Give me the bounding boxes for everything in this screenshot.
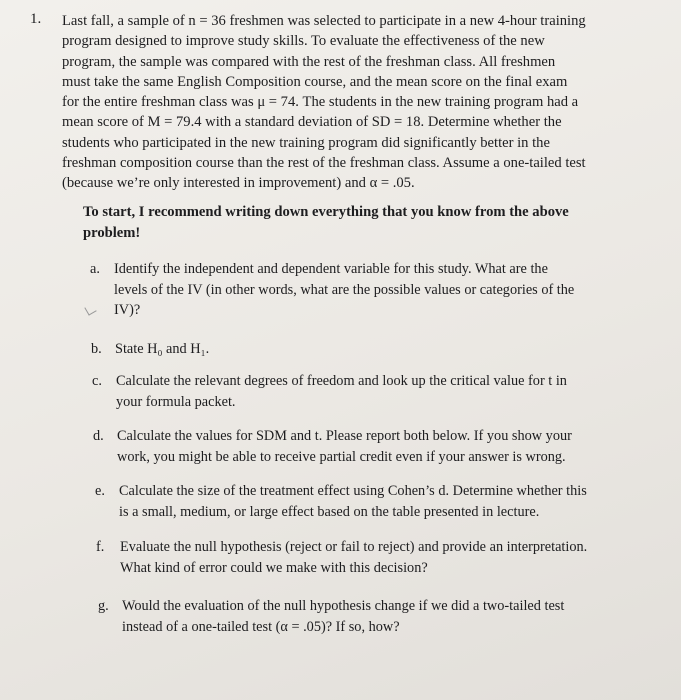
question-line: Last fall, a sample of n = 36 freshmen was selected to participate in a new 4-hour training: [62, 13, 586, 29]
subquestion-g: [98, 596, 618, 638]
question-line: for the entire freshman class was μ = 74. The students in the new training program had a: [62, 94, 579, 111]
instruction-line: To start, I recommend writing down everything that you know from the above: [83, 204, 569, 220]
question-number: 1.: [30, 11, 42, 27]
subquestion-letter: b.: [91, 341, 102, 357]
instruction-note: [83, 202, 603, 244]
subquestion-line: Would the evaluation of the null hypothesis change if we did a two-tailed test: [122, 598, 565, 614]
subquestion-e: [95, 481, 615, 523]
subquestion-line: your formula packet.: [116, 393, 236, 410]
question-line: freshman composition course than the rest of the freshman class. Assume a one-tailed test: [62, 155, 586, 172]
subquestion-b: [91, 339, 611, 361]
question-line: students who participated in the new training program did significantly better in the: [62, 134, 550, 151]
subquestion-line: Identify the independent and dependent variable for this study. What are the: [114, 261, 548, 277]
instruction-line: problem!: [83, 225, 141, 241]
subquestion-c: [92, 371, 612, 413]
subquestion-letter: d.: [93, 428, 104, 444]
question-line: (because we’re only interested in improvement) and α = .05.: [62, 175, 415, 192]
subquestion-letter: a.: [90, 261, 100, 277]
subquestion-line: Calculate the size of the treatment effect using Cohen’s d. Determine whether this: [119, 483, 587, 499]
subquestion-line: IV)?: [114, 302, 141, 318]
question-line: program, the sample was compared with the rest of the freshman class. All freshmen: [62, 53, 556, 70]
subquestion-d: [93, 426, 613, 468]
subquestion-line: Calculate the relevant degrees of freedom and look up the critical value for t in: [116, 373, 567, 389]
subquestion-letter: g.: [98, 598, 109, 614]
subquestion-letter: c.: [92, 373, 102, 389]
subquestion-a: [90, 259, 610, 321]
subquestion-line: is a small, medium, or large effect based on the table presented in lecture.: [119, 503, 540, 520]
subquestion-line: State H₀ and H₁.: [115, 341, 210, 357]
subquestion-line: work, you might be able to receive partial credit even if your answer is wrong.: [117, 448, 566, 465]
subquestion-line: instead of a one-tailed test (α = .05)? If so, how?: [122, 618, 400, 635]
question-line: program designed to improve study skills. To evaluate the effectiveness of the new: [62, 33, 545, 50]
subquestion-line: What kind of error could we make with this decision?: [120, 559, 428, 576]
subquestion-letter: e.: [95, 483, 105, 499]
subquestion-line: Evaluate the null hypothesis (reject or fail to reject) and provide an interpretation.: [120, 539, 588, 555]
subquestion-letter: f.: [96, 539, 105, 555]
subquestion-line: levels of the IV (in other words, what are the possible values or categories of the: [114, 281, 575, 298]
subquestion-line: Calculate the values for SDM and t. Please report both below. If you show your: [117, 428, 572, 444]
question-line: mean score of M = 79.4 with a standard deviation of SD = 18. Determine whether the: [62, 114, 562, 131]
question-line: must take the same English Composition course, and the mean score on the final exam: [62, 73, 568, 90]
question-prompt: [62, 11, 610, 194]
subquestion-f: [96, 537, 616, 579]
